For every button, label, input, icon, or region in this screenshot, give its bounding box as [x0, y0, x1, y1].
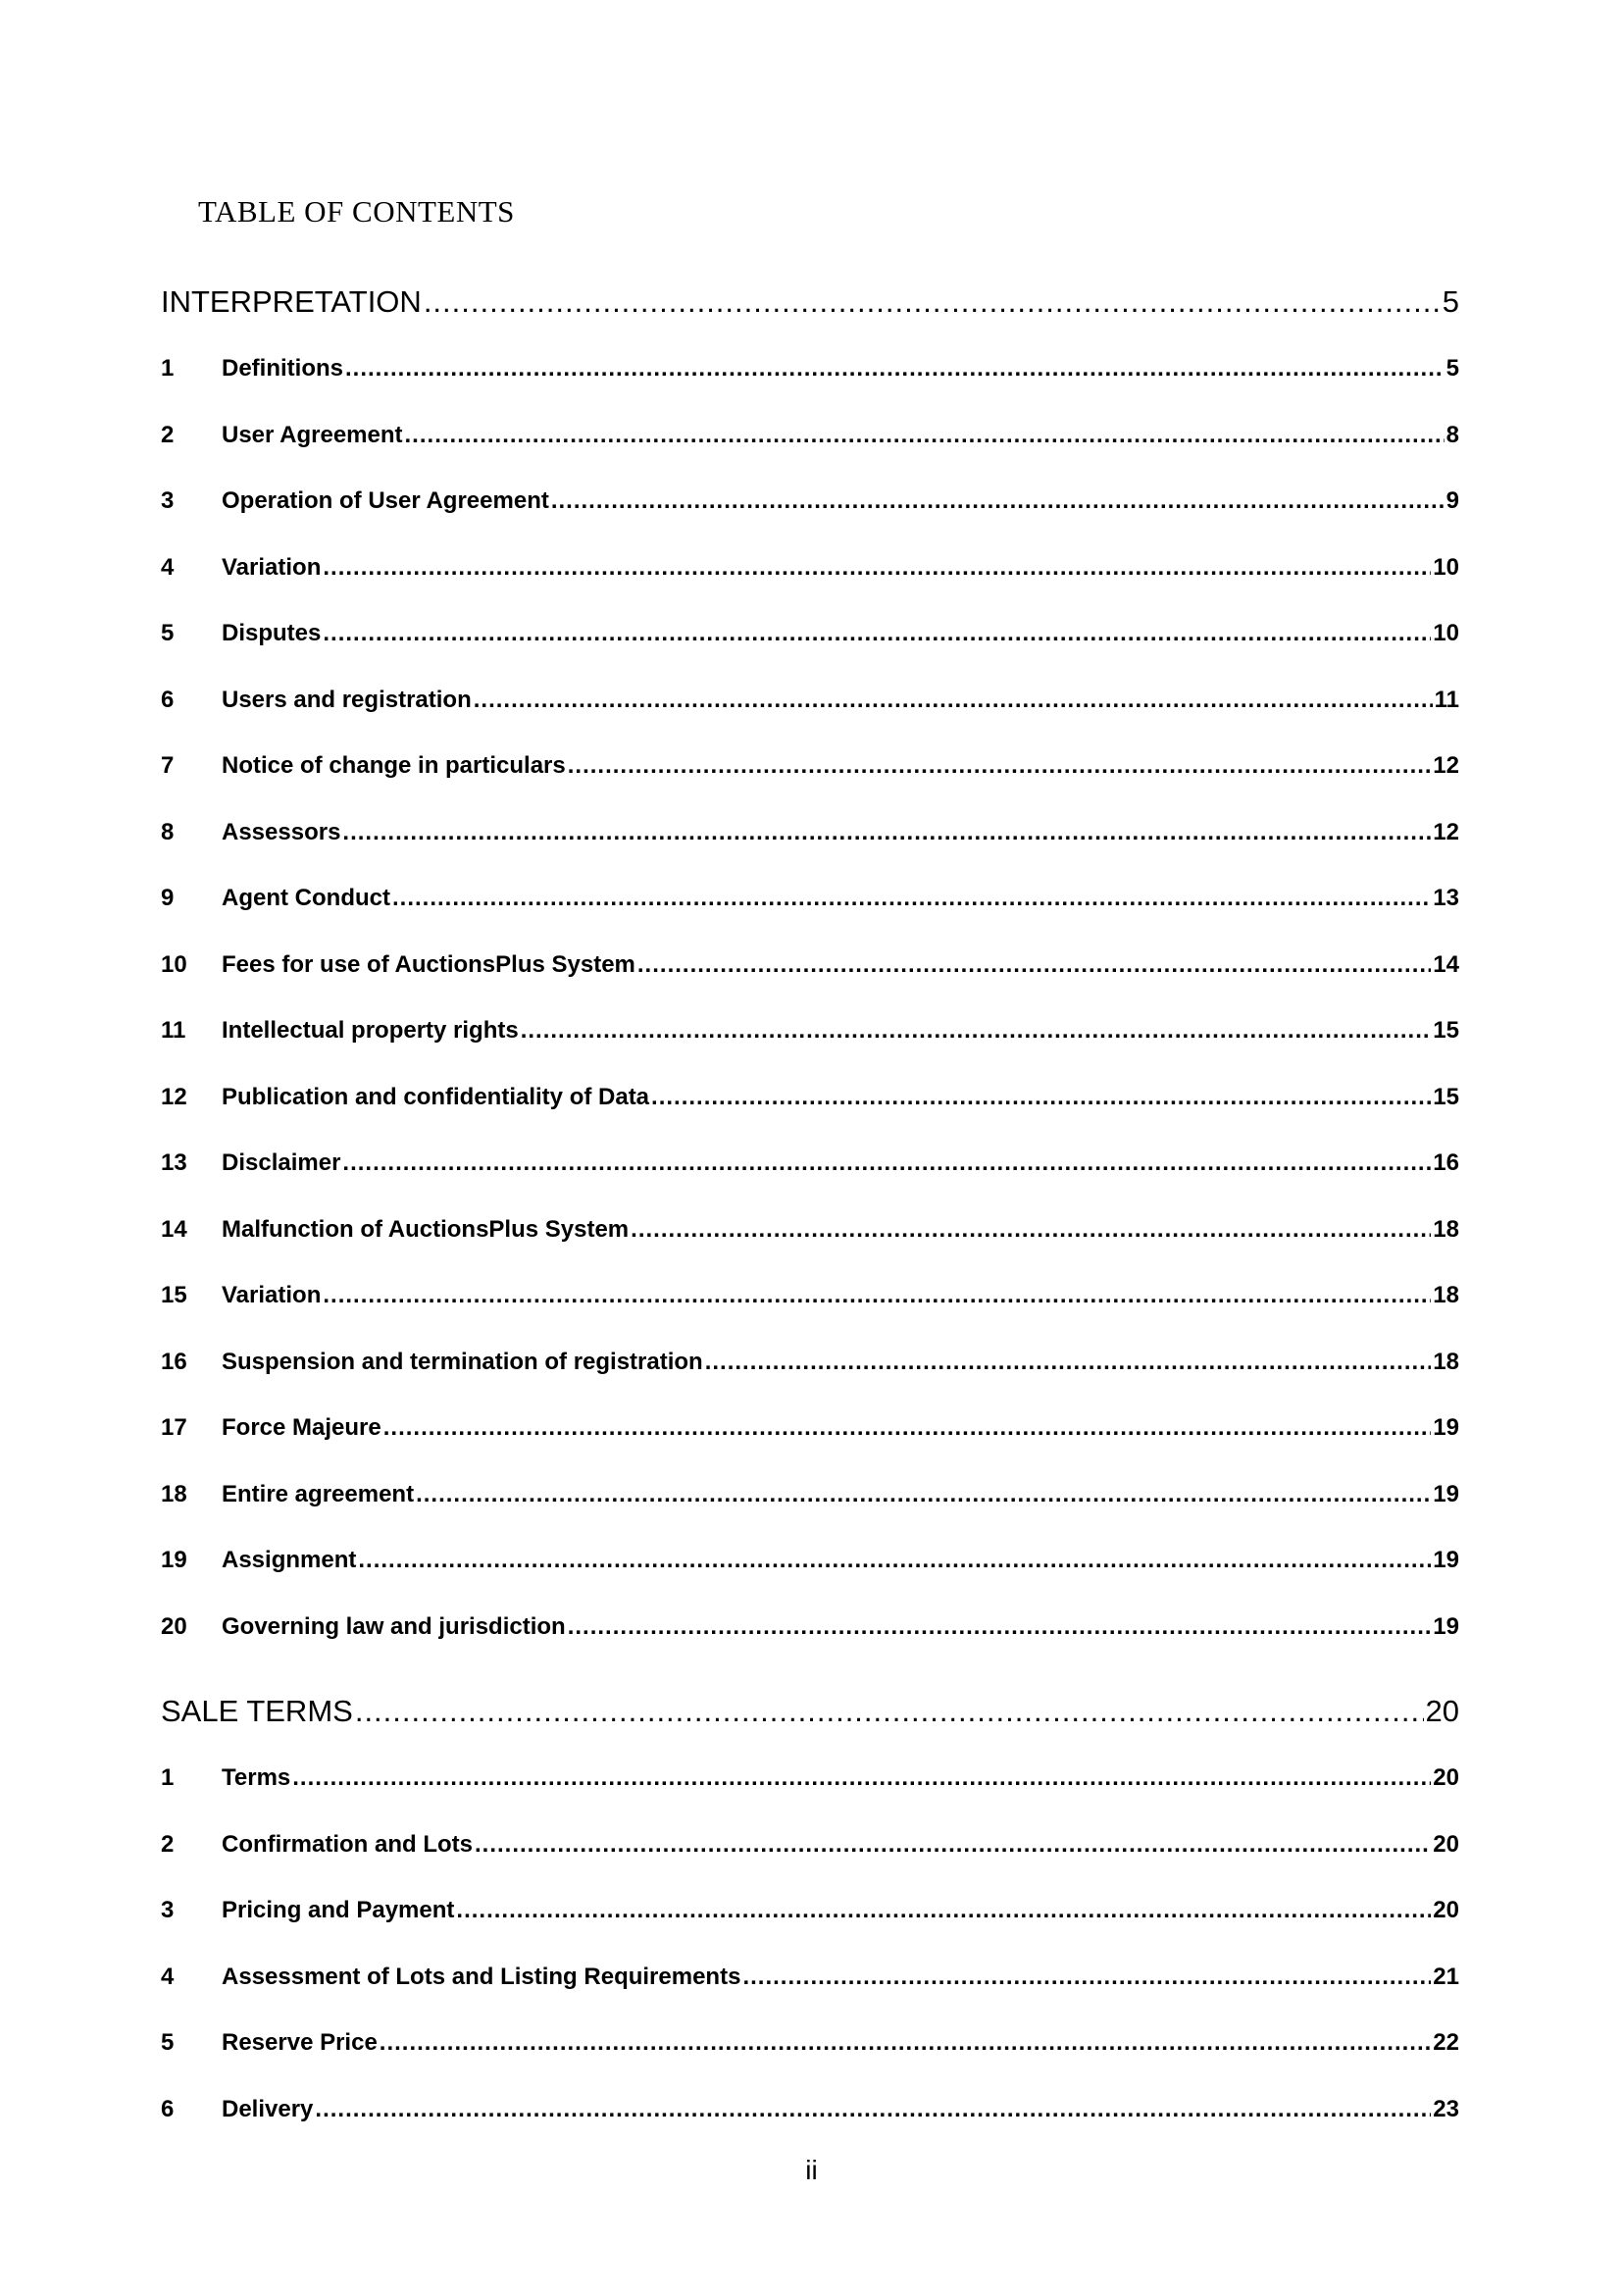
toc-entry-page: 21: [1433, 1963, 1459, 1990]
toc-entry-title: Force Majeure: [222, 1414, 381, 1441]
toc-entry-title: Delivery: [222, 2095, 314, 2122]
toc-section-page: 20: [1425, 1694, 1459, 1728]
toc-entry-number: 19: [161, 1547, 187, 1573]
toc-entry-title: Disclaimer: [222, 1149, 341, 1176]
toc-entry[interactable]: [161, 687, 1459, 714]
dot-leader: [380, 2029, 1432, 2057]
dot-leader: [631, 1216, 1431, 1244]
toc-entry-page: 10: [1433, 553, 1459, 581]
toc-entry-page: 5: [1445, 355, 1459, 382]
toc-entry-number: 3: [161, 487, 175, 514]
dot-leader: [342, 1149, 1431, 1177]
toc-entry-title: User Agreement: [222, 421, 403, 448]
toc-entry-title: Entire agreement: [222, 1480, 415, 1507]
dot-leader: [358, 1547, 1431, 1574]
toc-entry-number: 20: [161, 1612, 187, 1640]
toc-entry-number: 4: [161, 553, 175, 581]
toc-entry-number: 18: [161, 1480, 187, 1507]
toc-entry-title: Notice of change in particulars: [222, 752, 566, 779]
toc-entry-title: Definitions: [222, 355, 343, 382]
toc-entry-number: 13: [161, 1149, 187, 1176]
toc-entry-page: 19: [1433, 1480, 1459, 1507]
toc-section-title: INTERPRETATION: [161, 284, 422, 319]
toc-entry-page: 19: [1433, 1414, 1459, 1441]
toc-entry[interactable]: [161, 355, 1459, 383]
toc-entry-page: 20: [1433, 1830, 1459, 1858]
toc-entry-title: Variation: [222, 553, 322, 581]
toc-entry-number: 1: [161, 1764, 175, 1791]
toc-section-title: SALE TERMS: [161, 1694, 353, 1728]
toc-entry-page: 9: [1445, 487, 1459, 514]
toc-entry-number: 12: [161, 1083, 187, 1110]
toc-entry[interactable]: [161, 1547, 1459, 1574]
toc-entry-page: 8: [1445, 421, 1459, 448]
toc-entry-number: 2: [161, 421, 175, 448]
toc-entry[interactable]: [161, 1481, 1459, 1508]
toc-entry-title: Operation of User Agreement: [222, 487, 549, 514]
dot-leader: [292, 1764, 1431, 1792]
toc-entry-title: Disputes: [222, 620, 322, 646]
toc-entry[interactable]: [161, 1764, 1459, 1792]
toc-entry-title: Assessors: [222, 818, 341, 845]
toc-entry[interactable]: [161, 1216, 1459, 1244]
toc-entry-number: 16: [161, 1348, 187, 1375]
toc-entry-title: Terms: [222, 1764, 291, 1791]
dot-leader: [475, 1831, 1431, 1859]
page-number: ii: [805, 2155, 818, 2185]
toc-entry-page: 12: [1433, 818, 1459, 845]
toc-entry-number: 14: [161, 1215, 187, 1243]
toc-entry[interactable]: [161, 1149, 1459, 1177]
dot-leader: [521, 1017, 1432, 1045]
toc-entry-number: 17: [161, 1414, 187, 1441]
toc-entry-page: 23: [1433, 2095, 1459, 2122]
toc-section[interactable]: [161, 284, 1459, 320]
toc-entry[interactable]: [161, 1613, 1459, 1641]
toc-entry[interactable]: [161, 487, 1459, 515]
dot-leader: [323, 1282, 1431, 1309]
dot-leader: [551, 487, 1445, 515]
dot-leader: [424, 284, 1441, 320]
toc-entry-title: Intellectual property rights: [222, 1017, 519, 1044]
dot-leader: [323, 620, 1431, 647]
toc-entry[interactable]: [161, 1897, 1459, 1924]
toc-entry[interactable]: [161, 1349, 1459, 1376]
toc-section[interactable]: [161, 1694, 1459, 1729]
toc-entry-page: 12: [1433, 752, 1459, 779]
toc-entry-page: 13: [1433, 885, 1459, 911]
toc-entry-number: 15: [161, 1282, 187, 1308]
dot-leader: [392, 885, 1431, 912]
toc-entry-title: Malfunction of AuctionsPlus System: [222, 1215, 630, 1243]
toc-entry[interactable]: [161, 1831, 1459, 1859]
toc-entry-number: 4: [161, 1963, 175, 1990]
toc-entry-page: 10: [1433, 620, 1459, 646]
toc-entry-title: Governing law and jurisdiction: [222, 1612, 566, 1640]
toc-entry[interactable]: [161, 752, 1459, 780]
toc-entry[interactable]: [161, 422, 1459, 449]
toc-entry-number: 11: [161, 1017, 186, 1044]
toc-entry-title: Pricing and Payment: [222, 1897, 455, 1923]
dot-leader: [345, 355, 1445, 383]
toc-entry-page: 16: [1433, 1149, 1459, 1176]
toc-entry[interactable]: [161, 620, 1459, 647]
toc-entry[interactable]: [161, 1964, 1459, 1991]
toc-entry-title: Confirmation and Lots: [222, 1830, 473, 1858]
toc-entry-title: Publication and confidentiality of Data: [222, 1083, 650, 1110]
toc-entry-title: Agent Conduct: [222, 885, 390, 911]
toc-entry-page: 15: [1433, 1017, 1459, 1044]
toc-entry-page: 19: [1433, 1612, 1459, 1640]
toc-entry-title: Fees for use of AuctionsPlus System: [222, 950, 635, 978]
toc-entry-number: 5: [161, 620, 175, 646]
dot-leader: [355, 1694, 1424, 1729]
dot-leader: [456, 1897, 1431, 1924]
toc-entry-page: 18: [1433, 1348, 1459, 1375]
toc-entry-number: 5: [161, 2029, 175, 2056]
toc-heading: TABLE OF CONTENTS: [198, 194, 515, 229]
toc-entry-title: Assignment: [222, 1547, 357, 1573]
dot-leader: [568, 1613, 1432, 1641]
toc-entry-number: 9: [161, 885, 175, 911]
toc-entry[interactable]: [161, 1017, 1459, 1045]
toc-entry-page: 11: [1434, 686, 1459, 713]
toc-entry-number: 3: [161, 1897, 175, 1923]
dot-leader: [637, 951, 1431, 979]
toc-entry-title: Assessment of Lots and Listing Requirements: [222, 1963, 741, 1990]
toc-entry-title: Variation: [222, 1282, 322, 1308]
toc-entry-number: 6: [161, 2095, 175, 2122]
toc-entry-page: 22: [1433, 2029, 1459, 2056]
toc-entry[interactable]: [161, 2029, 1459, 2057]
toc-entry-title: Users and registration: [222, 686, 472, 713]
toc-entry-number: 6: [161, 686, 175, 713]
toc-entry[interactable]: [161, 1414, 1459, 1442]
dot-leader: [705, 1349, 1432, 1376]
toc-entry-number: 10: [161, 950, 187, 978]
toc-section-page: 5: [1442, 284, 1459, 319]
dot-leader: [416, 1481, 1431, 1508]
dot-leader: [315, 2096, 1431, 2123]
toc-entry-page: 14: [1433, 950, 1459, 978]
toc-entry-number: 7: [161, 752, 175, 779]
dot-leader: [383, 1414, 1432, 1442]
dot-leader: [342, 819, 1431, 846]
toc-entry-page: 18: [1433, 1215, 1459, 1243]
toc-entry-page: 20: [1433, 1897, 1459, 1923]
toc-entry[interactable]: [161, 951, 1459, 979]
dot-leader: [568, 752, 1432, 780]
toc-entry-title: Reserve Price: [222, 2029, 378, 2056]
dot-leader: [651, 1084, 1431, 1111]
toc-entry[interactable]: [161, 1282, 1459, 1309]
dot-leader: [474, 687, 1433, 714]
toc-entry[interactable]: [161, 819, 1459, 846]
toc-entry[interactable]: [161, 554, 1459, 582]
dot-leader: [742, 1964, 1431, 1991]
dot-leader: [405, 422, 1445, 449]
toc-entry-number: 1: [161, 355, 175, 382]
toc-entry-page: 19: [1433, 1547, 1459, 1573]
toc-entry-page: 15: [1433, 1083, 1459, 1110]
toc-entry[interactable]: [161, 1084, 1459, 1111]
toc-entry-page: 18: [1433, 1282, 1459, 1308]
toc-entry-number: 2: [161, 1830, 175, 1858]
toc-entry-page: 20: [1433, 1764, 1459, 1791]
dot-leader: [323, 554, 1431, 582]
toc-entry-number: 8: [161, 818, 175, 845]
toc-entry[interactable]: [161, 885, 1459, 912]
toc-entry-title: Suspension and termination of registration: [222, 1348, 703, 1375]
toc-entry[interactable]: [161, 2096, 1459, 2123]
